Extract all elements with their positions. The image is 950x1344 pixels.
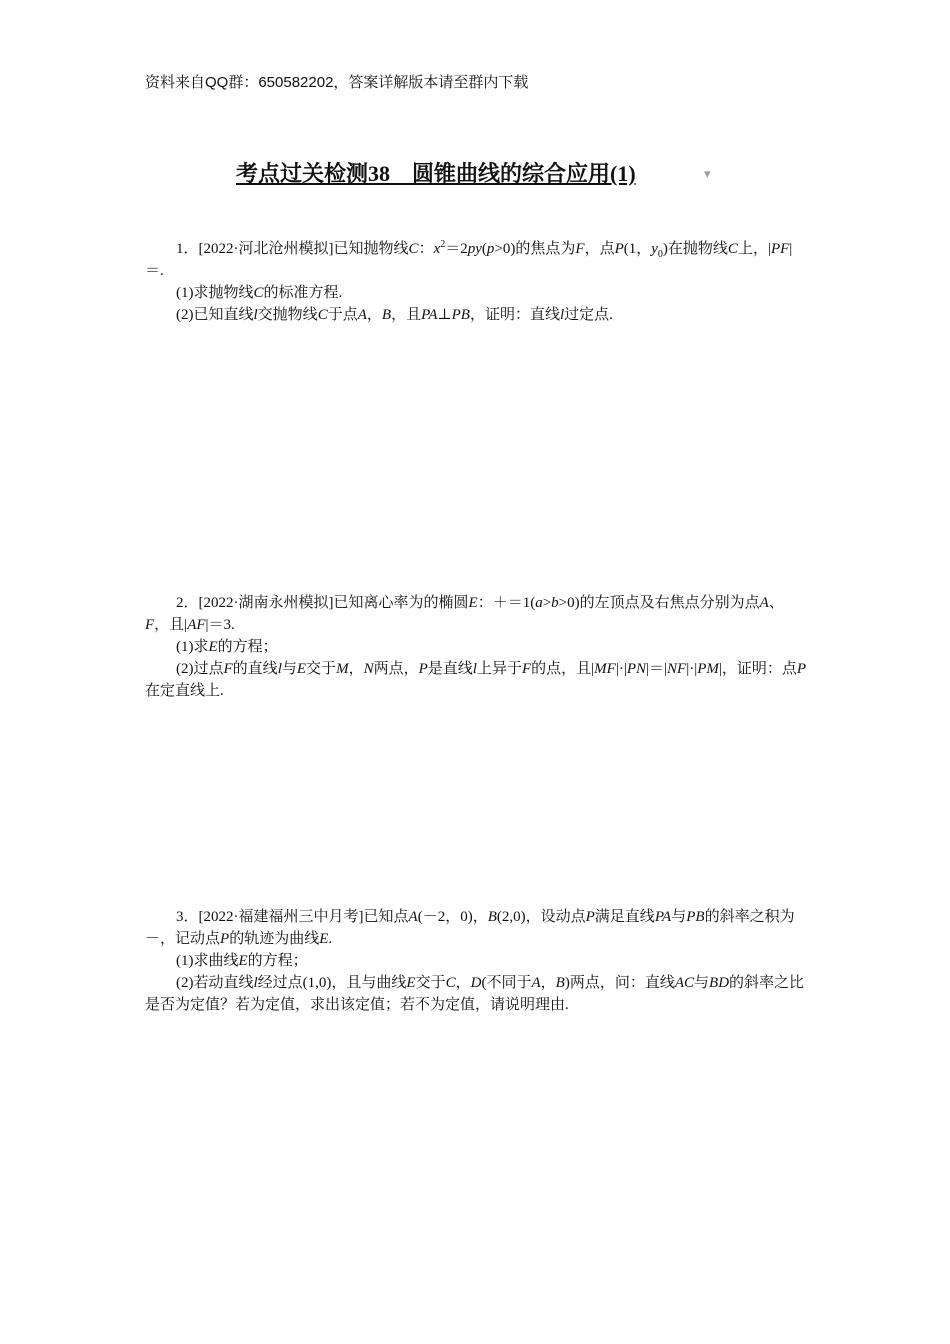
text-run: (2)过点 — [176, 661, 224, 677]
text-run: 经过点(1,0)，且与曲线 — [257, 975, 407, 991]
problem-1 — [145, 238, 807, 326]
text-run: (2)已知直线 — [176, 307, 254, 323]
text-run: ，点 — [584, 241, 615, 257]
text-run: 已知抛物线 — [333, 241, 409, 257]
text-run: 在定直线上. — [145, 683, 224, 699]
text-run: . — [328, 931, 333, 947]
page-title: 考点过关检测38 圆锥曲线的综合应用(1) — [236, 161, 636, 186]
text-run: (－2，0)， — [417, 909, 488, 925]
text-run: P — [796, 661, 807, 677]
text-run: 2 — [440, 239, 446, 250]
text-run: A — [408, 909, 418, 925]
text-run: BD — [709, 975, 730, 991]
text-run: F — [145, 617, 155, 633]
text-run: P — [585, 909, 595, 925]
text-run: >0)的左顶点及右焦点分别为点 — [558, 595, 760, 611]
text-run: > — [542, 595, 552, 611]
text-run: AC — [674, 975, 695, 991]
text-run: P — [418, 661, 428, 677]
source-header: 资料来自QQ群：650582202，答案详解版本请至群内下载 — [145, 74, 529, 91]
text-run: 与 — [281, 661, 297, 677]
text-run: l — [253, 975, 258, 991]
problem-1-part-1 — [145, 282, 807, 304]
text-run: B — [555, 975, 565, 991]
text-run: ⊥ — [437, 307, 452, 323]
text-run: ，且 — [391, 307, 422, 323]
text-run: 已知点 — [363, 909, 409, 925]
text-run: b — [551, 595, 559, 611]
text-run: F — [521, 661, 532, 677]
text-run: 的斜率之积为－，记动点 — [145, 909, 795, 947]
text-run: 上，| — [737, 241, 771, 257]
text-run: P — [614, 241, 624, 257]
text-run: PA — [654, 909, 672, 925]
text-run: C — [727, 241, 738, 257]
text-run: E — [468, 595, 478, 611]
text-run: 交抛物线 — [257, 307, 318, 323]
text-run: (2,0)，设动点 — [496, 909, 586, 925]
text-run: |＝| — [646, 661, 668, 677]
text-run: PF — [770, 241, 790, 257]
text-run: B — [487, 909, 497, 925]
problem-2-stem — [145, 592, 807, 636]
text-run: F — [575, 241, 585, 257]
text-run: )在抛物线 — [662, 241, 728, 257]
dropdown-marker-icon: ▾ — [704, 166, 711, 181]
text-run: ， — [348, 661, 364, 677]
text-run: )两点，问：直线 — [564, 975, 675, 991]
text-run: PB — [451, 307, 470, 323]
text-run: |＝3. — [205, 617, 235, 633]
text-run: A — [759, 595, 769, 611]
problem-1-stem — [145, 238, 807, 282]
text-run: |·| — [615, 661, 627, 677]
text-run: E — [406, 975, 416, 991]
text-run: (1)求抛物线 — [176, 285, 254, 301]
problem-3-part-1 — [145, 950, 807, 972]
text-run: N — [363, 661, 374, 677]
text-run: l — [253, 307, 258, 323]
text-run: (1)求曲线 — [176, 953, 239, 969]
text-run: MF — [594, 661, 616, 677]
text-run: 交于 — [415, 975, 446, 991]
problem-source: [2022·湖南永州模拟] — [198, 595, 334, 611]
text-run: PB — [686, 909, 705, 925]
text-run: |·| — [686, 661, 698, 677]
text-run: x — [433, 241, 441, 257]
text-run: PN — [626, 661, 647, 677]
text-run: ：＋＝1( — [477, 595, 536, 611]
text-run: ， — [366, 307, 382, 323]
text-run: D — [470, 975, 482, 991]
text-run: B — [381, 307, 392, 323]
text-run: >0)的焦点为 — [494, 241, 576, 257]
text-run: p — [486, 241, 495, 257]
problem-3-stem — [145, 906, 807, 950]
problem-2-part-1 — [145, 636, 807, 658]
problem-source: [2022·福建福州三中月考] — [198, 909, 364, 925]
text-run: l — [559, 307, 565, 323]
text-run: PM — [697, 661, 719, 677]
problem-3-part-2 — [145, 972, 807, 1016]
problem-1-part-2 — [145, 304, 807, 326]
text-run: 的标准方程. — [263, 285, 343, 301]
text-run: ： — [418, 241, 434, 257]
text-run: 0 — [657, 249, 663, 260]
text-run: C — [408, 241, 419, 257]
text-run: 、 — [768, 595, 784, 611]
text-run: F — [223, 661, 233, 677]
text-run: A — [357, 307, 367, 323]
text-run: 上异于 — [476, 661, 522, 677]
problem-2-part-2 — [145, 658, 807, 702]
text-run: 的方程； — [247, 953, 308, 969]
text-run: AF — [187, 617, 206, 633]
text-run: 的轨迹为曲线 — [229, 931, 320, 947]
text-run: E — [296, 661, 307, 677]
text-run: l — [472, 661, 477, 677]
text-run: C — [445, 975, 456, 991]
text-run: 是直线 — [427, 661, 473, 677]
text-run: ，证明：直线 — [469, 307, 560, 323]
text-run: 满足直线 — [594, 909, 655, 925]
text-run: a — [535, 595, 543, 611]
text-run: 交于 — [306, 661, 337, 677]
text-run: 过定点. — [564, 307, 613, 323]
text-run: 的直线 — [232, 661, 278, 677]
text-run: P — [220, 931, 230, 947]
text-run: ，且| — [154, 617, 188, 633]
problem-source: [2022·河北沧州模拟] — [198, 241, 334, 257]
text-run: (1， — [623, 241, 652, 257]
problem-number: 3． — [176, 909, 199, 925]
text-run: ， — [540, 975, 556, 991]
text-run: (1)求 — [176, 639, 209, 655]
text-run: py — [467, 241, 482, 257]
text-run: 于点 — [327, 307, 358, 323]
text-run: E — [319, 931, 329, 947]
problem-3 — [145, 906, 807, 1016]
text-run: 与 — [671, 909, 687, 925]
text-run: E — [238, 953, 248, 969]
text-run: E — [208, 639, 218, 655]
text-run: NF — [667, 661, 687, 677]
problem-2 — [145, 592, 807, 702]
text-run: PA — [421, 307, 438, 323]
text-run: 的斜率之比是否为定值？若为定值，求出该定值；若不为定值，请说明理由. — [145, 975, 805, 1013]
text-run: 两点， — [373, 661, 419, 677]
text-run: C — [317, 307, 328, 323]
text-run: 的点，且| — [531, 661, 595, 677]
text-run: C — [253, 285, 264, 301]
text-run: y — [651, 241, 658, 257]
text-run: 已知离心率为的椭圆 — [333, 595, 469, 611]
text-run: A — [531, 975, 541, 991]
text-run: (不同于 — [481, 975, 532, 991]
text-run: ， — [455, 975, 471, 991]
text-run: 的方程； — [217, 639, 278, 655]
text-run: M — [336, 661, 349, 677]
text-run: |，证明：点 — [718, 661, 797, 677]
problem-number: 2． — [176, 595, 199, 611]
text-run: l — [277, 661, 282, 677]
text-run: ＝2 — [445, 241, 468, 257]
text-run: 与 — [694, 975, 710, 991]
text-run: ( — [481, 241, 487, 257]
problem-number: 1． — [176, 241, 199, 257]
text-run: (2)若动直线 — [176, 975, 254, 991]
text-run: |＝. — [145, 241, 793, 279]
